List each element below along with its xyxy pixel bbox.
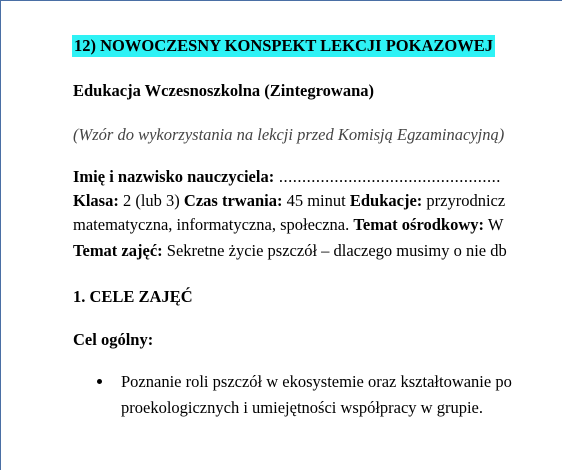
topic-label: Temat zajęć: bbox=[73, 241, 163, 260]
education-label: Edukacje: bbox=[349, 191, 423, 210]
usage-note: (Wzór do wykorzystania na lekcji przed Komisją Egzaminacyjną) bbox=[73, 125, 505, 144]
bullet-text-line-2: proekologicznych i umiejętności współpracy w grupie. bbox=[121, 398, 483, 417]
general-goal-label: Cel ogólny: bbox=[73, 330, 154, 349]
teacher-name-line bbox=[73, 167, 501, 187]
duration-value: 45 minut bbox=[282, 191, 350, 210]
bullet-icon bbox=[97, 379, 102, 384]
topic-center-value: W bbox=[484, 215, 504, 234]
education-continuation: matematyczna, informatyczna, społeczna. bbox=[73, 215, 354, 234]
education-continuation-line bbox=[73, 215, 503, 235]
teacher-label: Imię i nazwisko nauczyciela: bbox=[73, 167, 275, 186]
bullet-text-line-1: Poznanie roli pszczół w ekosystemie oraz kształtowanie po bbox=[121, 372, 512, 391]
topic-center-label: Temat ośrodkowy: bbox=[353, 215, 485, 234]
education-value: przyrodnicz bbox=[422, 191, 506, 210]
lesson-topic-line bbox=[73, 241, 507, 261]
section-heading-goals: 1. CELE ZAJĘĆ bbox=[73, 287, 193, 306]
document-title bbox=[73, 36, 495, 56]
topic-value: Sekretne życie pszczół – dlaczego musimy o nie db bbox=[162, 241, 507, 260]
class-label: Klasa: bbox=[73, 191, 119, 210]
document-subtitle: Edukacja Wczesnoszkolna (Zintegrowana) bbox=[73, 81, 374, 100]
title-highlight: 12) NOWOCZESNY KONSPEKT LEKCJI POKAZOWEJ bbox=[74, 36, 493, 55]
teacher-value: ................................................ bbox=[274, 167, 501, 186]
class-value: 2 (lub 3) bbox=[118, 191, 184, 210]
duration-label: Czas trwania: bbox=[183, 191, 283, 210]
class-duration-line bbox=[73, 191, 505, 211]
